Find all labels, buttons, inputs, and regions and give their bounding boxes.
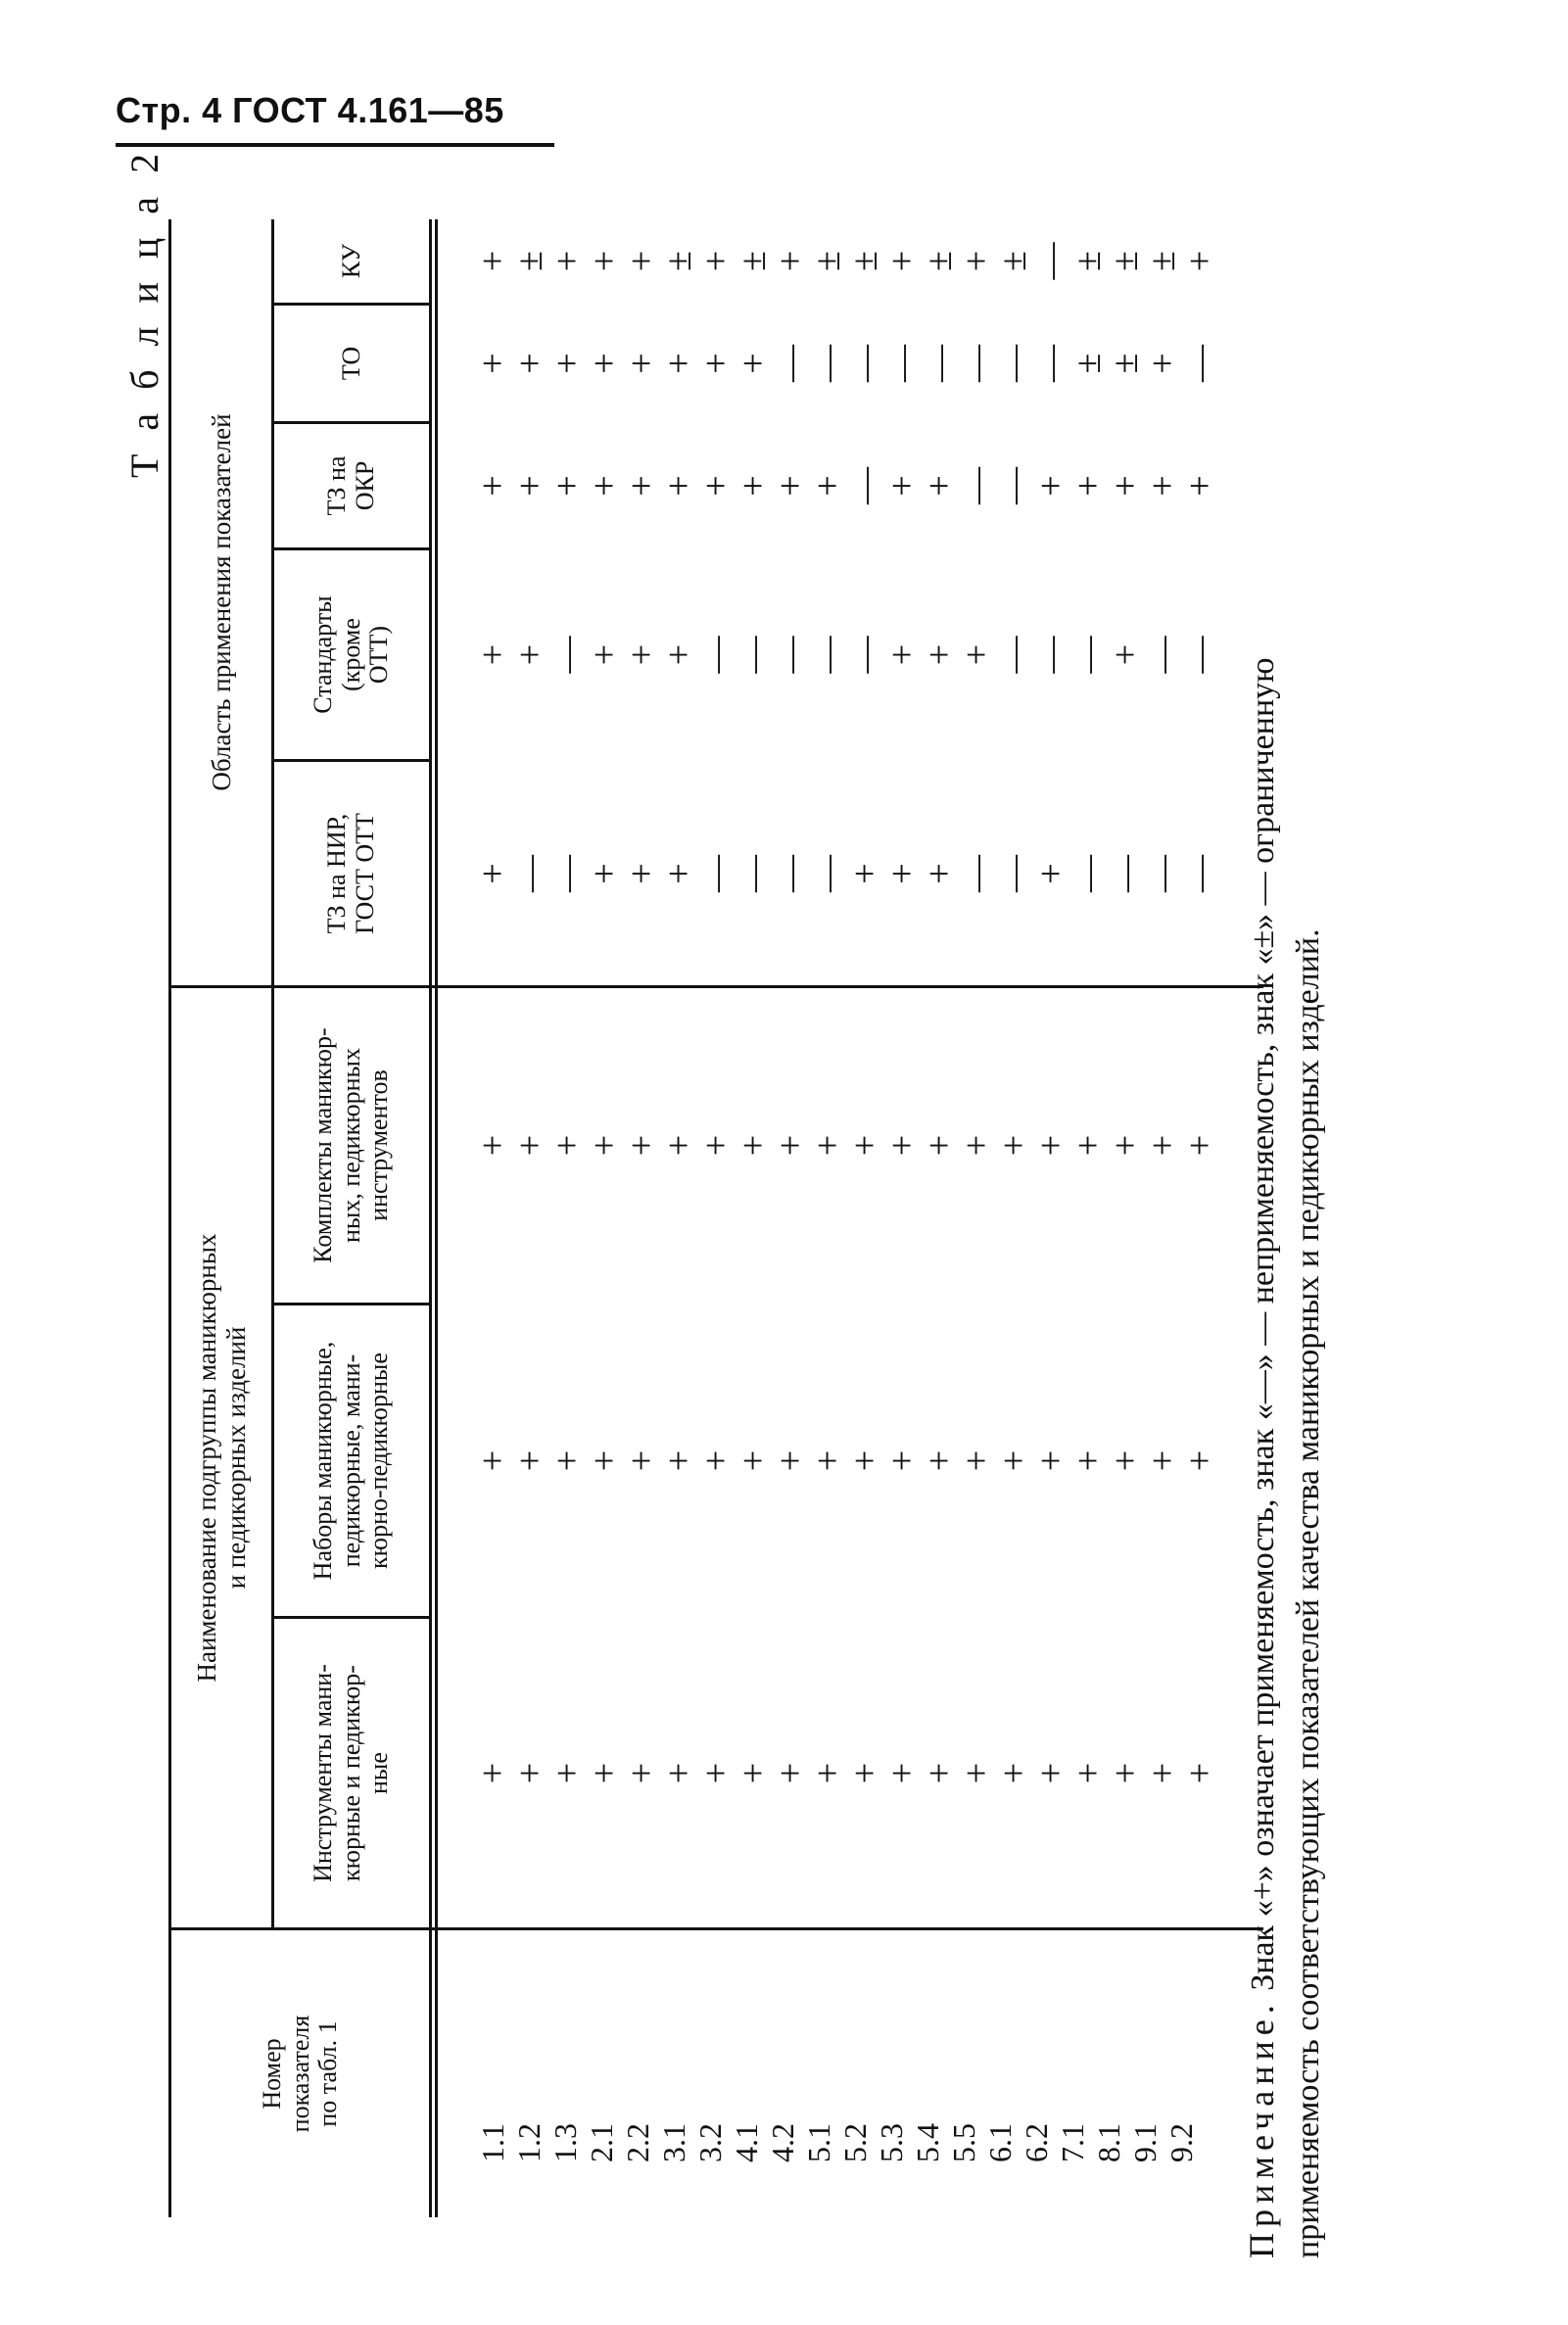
table-cell-mark: +: [509, 475, 550, 497]
table-cell-mark: ±: [1068, 353, 1109, 374]
table-cell-mark: ±: [844, 251, 885, 271]
table-cell-mark: +: [472, 1762, 513, 1784]
table-cell-mark: +: [770, 1449, 811, 1472]
table-cell-mark: +: [1105, 475, 1146, 497]
table-cell-mark: +: [584, 250, 625, 272]
table-cell-mark: +: [1068, 1134, 1109, 1157]
table-cell-mark: +: [695, 1762, 736, 1784]
row-number: 1.3: [546, 2123, 583, 2162]
table-cell-mark: —: [509, 855, 550, 892]
table-cell-mark: +: [881, 1762, 923, 1784]
table-cell-mark: +: [1179, 475, 1220, 497]
table-cell-mark: —: [1179, 855, 1220, 892]
table-cell-mark: +: [509, 1762, 550, 1784]
table-cell-mark: +: [546, 475, 588, 497]
row-number: 5.2: [836, 2123, 873, 2162]
table-cell-mark: ±: [807, 251, 848, 271]
table-cell-mark: —: [1179, 636, 1220, 674]
page-header: Стр. 4 ГОСТ 4.161—85: [116, 90, 504, 130]
table-cell-mark: +: [658, 1449, 699, 1472]
table-cell-mark: ±: [1105, 251, 1146, 271]
table-cell-mark: +: [695, 475, 736, 497]
table-cell-mark: —: [993, 855, 1034, 892]
table-cell-mark: +: [1068, 475, 1109, 497]
table-cell-mark: —: [770, 636, 811, 674]
table-cell-mark: ±: [509, 251, 550, 271]
table-cell-mark: —: [993, 345, 1034, 382]
table-cell-mark: +: [695, 1449, 736, 1472]
table-cell-mark: —: [956, 467, 997, 504]
table-cell-mark: +: [1179, 1762, 1220, 1784]
table-cell-mark: —: [770, 855, 811, 892]
row-number: 6.1: [981, 2123, 1018, 2162]
table-note: [1239, 378, 1331, 2258]
row-number: 8.1: [1090, 2123, 1126, 2162]
row-number: 5.1: [800, 2123, 836, 2162]
note-line-1: [1239, 378, 1286, 2258]
table-cell-mark: +: [621, 1449, 662, 1472]
table-cell-mark: +: [658, 353, 699, 374]
row-number: 5.5: [945, 2123, 981, 2162]
header-scope-ku: КУ: [336, 243, 365, 279]
header-subgroup-tools: Инструменты мани- кюрные и педикюр- ные: [309, 1664, 394, 1882]
row-number: 2.1: [583, 2123, 619, 2162]
row-number: 6.2: [1018, 2123, 1054, 2162]
table-cell-mark: +: [621, 1762, 662, 1784]
table-cell-mark: +: [658, 863, 699, 884]
table-cell-mark: +: [1068, 1449, 1109, 1472]
row-number: 4.1: [728, 2123, 764, 2162]
row-number: 7.1: [1054, 2123, 1090, 2162]
table-cell-mark: +: [472, 475, 513, 497]
row-number: 1.1: [474, 2123, 510, 2162]
table-cell-mark: —: [881, 345, 923, 382]
table-cell-mark: +: [844, 1449, 885, 1472]
table-cell-mark: +: [770, 250, 811, 272]
header-bottom-rule: [429, 219, 432, 2217]
table-cell-mark: ±: [733, 251, 774, 271]
table-cell-mark: +: [472, 643, 513, 666]
table-cell-mark: +: [546, 1134, 588, 1157]
header-scope-standards: Стандарты (кроме ОТТ): [309, 595, 394, 714]
table-cell-mark: —: [1105, 855, 1146, 892]
table-cell-mark: +: [1179, 250, 1220, 272]
column-to: [472, 306, 1220, 421]
table-cell-mark: —: [844, 636, 885, 674]
table-cell-mark: +: [770, 1134, 811, 1157]
table-cell-mark: +: [621, 1134, 662, 1157]
table-cell-mark: ±: [993, 251, 1034, 271]
table-cell-mark: +: [881, 643, 923, 666]
table-cell-mark: +: [1030, 1762, 1071, 1784]
table-cell-mark: +: [472, 353, 513, 374]
table-cell-mark: +: [658, 475, 699, 497]
table-cell-mark: +: [733, 475, 774, 497]
table-cell-mark: +: [546, 353, 588, 374]
column-tools: [472, 1619, 1220, 1927]
row-number: 3.1: [655, 2123, 691, 2162]
table-cell-mark: +: [807, 1449, 848, 1472]
note-text-1: Знак «+» означает применяемость, знак «—» — неприменяемость, знак «±» — ограниченную: [1245, 657, 1281, 1991]
table-cell-mark: +: [1142, 1134, 1183, 1157]
table-cell-mark: +: [919, 863, 960, 884]
table-cell-mark: —: [546, 636, 588, 674]
table-cell-mark: —: [844, 345, 885, 382]
table-top-border: [168, 219, 171, 2217]
table-cell-mark: +: [695, 353, 736, 374]
table-cell-mark: +: [584, 353, 625, 374]
table-cell-mark: +: [658, 1134, 699, 1157]
table-cell-mark: +: [509, 643, 550, 666]
table-cell-mark: —: [695, 855, 736, 892]
table-cell-mark: ±: [919, 251, 960, 271]
table-cell-mark: —: [733, 636, 774, 674]
table-cell-mark: —: [993, 636, 1034, 674]
table-cell-mark: +: [695, 1134, 736, 1157]
table-cell-mark: —: [770, 345, 811, 382]
table-cell-mark: ±: [1068, 251, 1109, 271]
table-cell-mark: —: [993, 467, 1034, 504]
table-cell-mark: +: [472, 1449, 513, 1472]
table-cell-mark: +: [621, 250, 662, 272]
table-title: Т а б л и ц а 2: [122, 146, 166, 478]
table-cell-mark: +: [546, 1762, 588, 1784]
table-cell-mark: +: [584, 643, 625, 666]
table-cell-mark: +: [1179, 1449, 1220, 1472]
table-cell-mark: +: [584, 475, 625, 497]
table-cell-mark: +: [881, 1449, 923, 1472]
table-cell-mark: +: [733, 353, 774, 374]
column-ku: [472, 219, 1220, 303]
table-cell-mark: +: [770, 1762, 811, 1784]
table-cell-mark: +: [509, 1134, 550, 1157]
table-cell-mark: —: [1068, 855, 1109, 892]
row-number: 5.4: [909, 2123, 945, 2162]
column-numbers: [474, 1930, 1199, 2217]
table-cell-mark: +: [472, 250, 513, 272]
table-cell-mark: +: [1142, 1449, 1183, 1472]
table-cell-mark: +: [546, 1449, 588, 1472]
table-cell-mark: +: [881, 1134, 923, 1157]
table-cell-mark: +: [1142, 475, 1183, 497]
table-cell-mark: —: [1030, 345, 1071, 382]
table-cell-mark: +: [919, 475, 960, 497]
table-cell-mark: +: [658, 643, 699, 666]
row-number: 3.2: [691, 2123, 728, 2162]
table-cell-mark: +: [956, 1449, 997, 1472]
header-bottom-rule-double: [435, 219, 438, 2217]
table-cell-mark: +: [584, 1449, 625, 1472]
table-cell-mark: —: [807, 636, 848, 674]
table-cell-mark: +: [733, 1134, 774, 1157]
table-cell-mark: +: [621, 863, 662, 884]
table-cell-mark: +: [1105, 1762, 1146, 1784]
table-cell-mark: +: [1105, 1134, 1146, 1157]
table-cell-mark: +: [919, 643, 960, 666]
table-cell-mark: +: [546, 250, 588, 272]
row-number: 1.2: [510, 2123, 546, 2162]
table-cell-mark: —: [546, 855, 588, 892]
table-cell-mark: +: [584, 1134, 625, 1157]
header-scope-tz-okr: ТЗ на ОКР: [322, 455, 379, 516]
column-kits: [472, 988, 1220, 1303]
header-subgroup-sets: Наборы маникюрные, педикюрные, мани- кюрно-педикюрные: [309, 1341, 394, 1581]
table-cell-mark: +: [919, 1134, 960, 1157]
table-cell-mark: +: [807, 1762, 848, 1784]
table-cell-mark: +: [919, 1762, 960, 1784]
table-cell-mark: +: [956, 643, 997, 666]
table-cell-mark: +: [621, 353, 662, 374]
table-cell-mark: +: [1142, 1762, 1183, 1784]
table-cell-mark: +: [993, 1449, 1034, 1472]
table-cell-mark: +: [956, 250, 997, 272]
table-cell-mark: —: [844, 467, 885, 504]
table-cell-mark: +: [993, 1134, 1034, 1157]
table-cell-mark: —: [956, 345, 997, 382]
table-cell-mark: +: [1105, 1449, 1146, 1472]
table-cell-mark: +: [1142, 353, 1183, 374]
row-number: 2.2: [619, 2123, 655, 2162]
row-number: 5.3: [873, 2123, 909, 2162]
table-cell-mark: ±: [1142, 251, 1183, 271]
table-cell-mark: —: [695, 636, 736, 674]
table-cell-mark: —: [1142, 855, 1183, 892]
column-tz-okr: [472, 424, 1220, 547]
row-number: 9.1: [1126, 2123, 1163, 2162]
table-cell-mark: ±: [1105, 353, 1146, 374]
table-cell-mark: +: [1030, 1449, 1071, 1472]
row-number: 4.2: [764, 2123, 800, 2162]
table-cell-mark: +: [881, 475, 923, 497]
table-cell-mark: +: [733, 1762, 774, 1784]
table-cell-mark: +: [472, 863, 513, 884]
header-scope-to: ТО: [336, 346, 365, 381]
table-cell-mark: ±: [658, 251, 699, 271]
table-cell-mark: +: [881, 250, 923, 272]
column-sets: [472, 1305, 1220, 1616]
table-cell-mark: +: [993, 1762, 1034, 1784]
table-cell-mark: +: [621, 643, 662, 666]
column-standards: [472, 550, 1220, 759]
table-cell-mark: +: [1179, 1134, 1220, 1157]
table-cell-mark: +: [695, 250, 736, 272]
header-number: Номер показателя по табл. 1: [258, 2015, 343, 2133]
table-cell-mark: —: [1179, 345, 1220, 382]
column-tz-nir: [472, 762, 1220, 985]
table-cell-mark: +: [733, 1449, 774, 1472]
table-cell-mark: +: [509, 353, 550, 374]
note-line-2: применяемость соответствующих показателей качества маникюрных и педикюрных изделий.: [1290, 928, 1326, 2258]
header-subgroup: Наименование подгруппы маникюрных и педикюрных изделий: [191, 1233, 251, 1683]
table-cell-mark: +: [584, 863, 625, 884]
row-number: 9.2: [1163, 2123, 1199, 2162]
table-cell-mark: —: [807, 855, 848, 892]
table-cell-mark: —: [733, 855, 774, 892]
table-cell-mark: —: [1142, 636, 1183, 674]
table-cell-mark: +: [509, 1449, 550, 1472]
table-cell-mark: +: [472, 1134, 513, 1157]
table-cell-mark: +: [584, 1762, 625, 1784]
table-cell-mark: —: [919, 345, 960, 382]
table-cell-mark: —: [807, 345, 848, 382]
table-cell-mark: +: [844, 863, 885, 884]
header-scope-tz-nir: ТЗ на НИР, ГОСТ ОТТ: [322, 813, 379, 934]
note-label: Примечание.: [1242, 1999, 1281, 2258]
table-cell-mark: +: [770, 475, 811, 497]
table-cell-mark: —: [1068, 636, 1109, 674]
table-cell-mark: —: [1030, 242, 1071, 280]
table-cell-mark: —: [1030, 636, 1071, 674]
table-cell-mark: +: [807, 475, 848, 497]
table-cell-mark: +: [844, 1134, 885, 1157]
table-cell-mark: +: [658, 1762, 699, 1784]
table-cell-mark: +: [956, 1134, 997, 1157]
table-cell-mark: +: [919, 1449, 960, 1472]
table-cell-mark: —: [956, 855, 997, 892]
table-cell-mark: +: [956, 1762, 997, 1784]
table-cell-mark: +: [807, 1134, 848, 1157]
table-cell-mark: +: [1030, 475, 1071, 497]
header-scope: Область применения показателей: [206, 413, 236, 791]
table-cell-mark: +: [844, 1762, 885, 1784]
table-cell-mark: +: [1030, 1134, 1071, 1157]
header-subgroup-kits: Комплекты маникюр- ных, педикюрных инструментов: [309, 1027, 394, 1263]
table-cell-mark: +: [1030, 863, 1071, 884]
table-cell-mark: +: [1105, 643, 1146, 666]
table-cell-mark: +: [881, 863, 923, 884]
table-cell-mark: +: [621, 475, 662, 497]
table-cell-mark: +: [1068, 1762, 1109, 1784]
